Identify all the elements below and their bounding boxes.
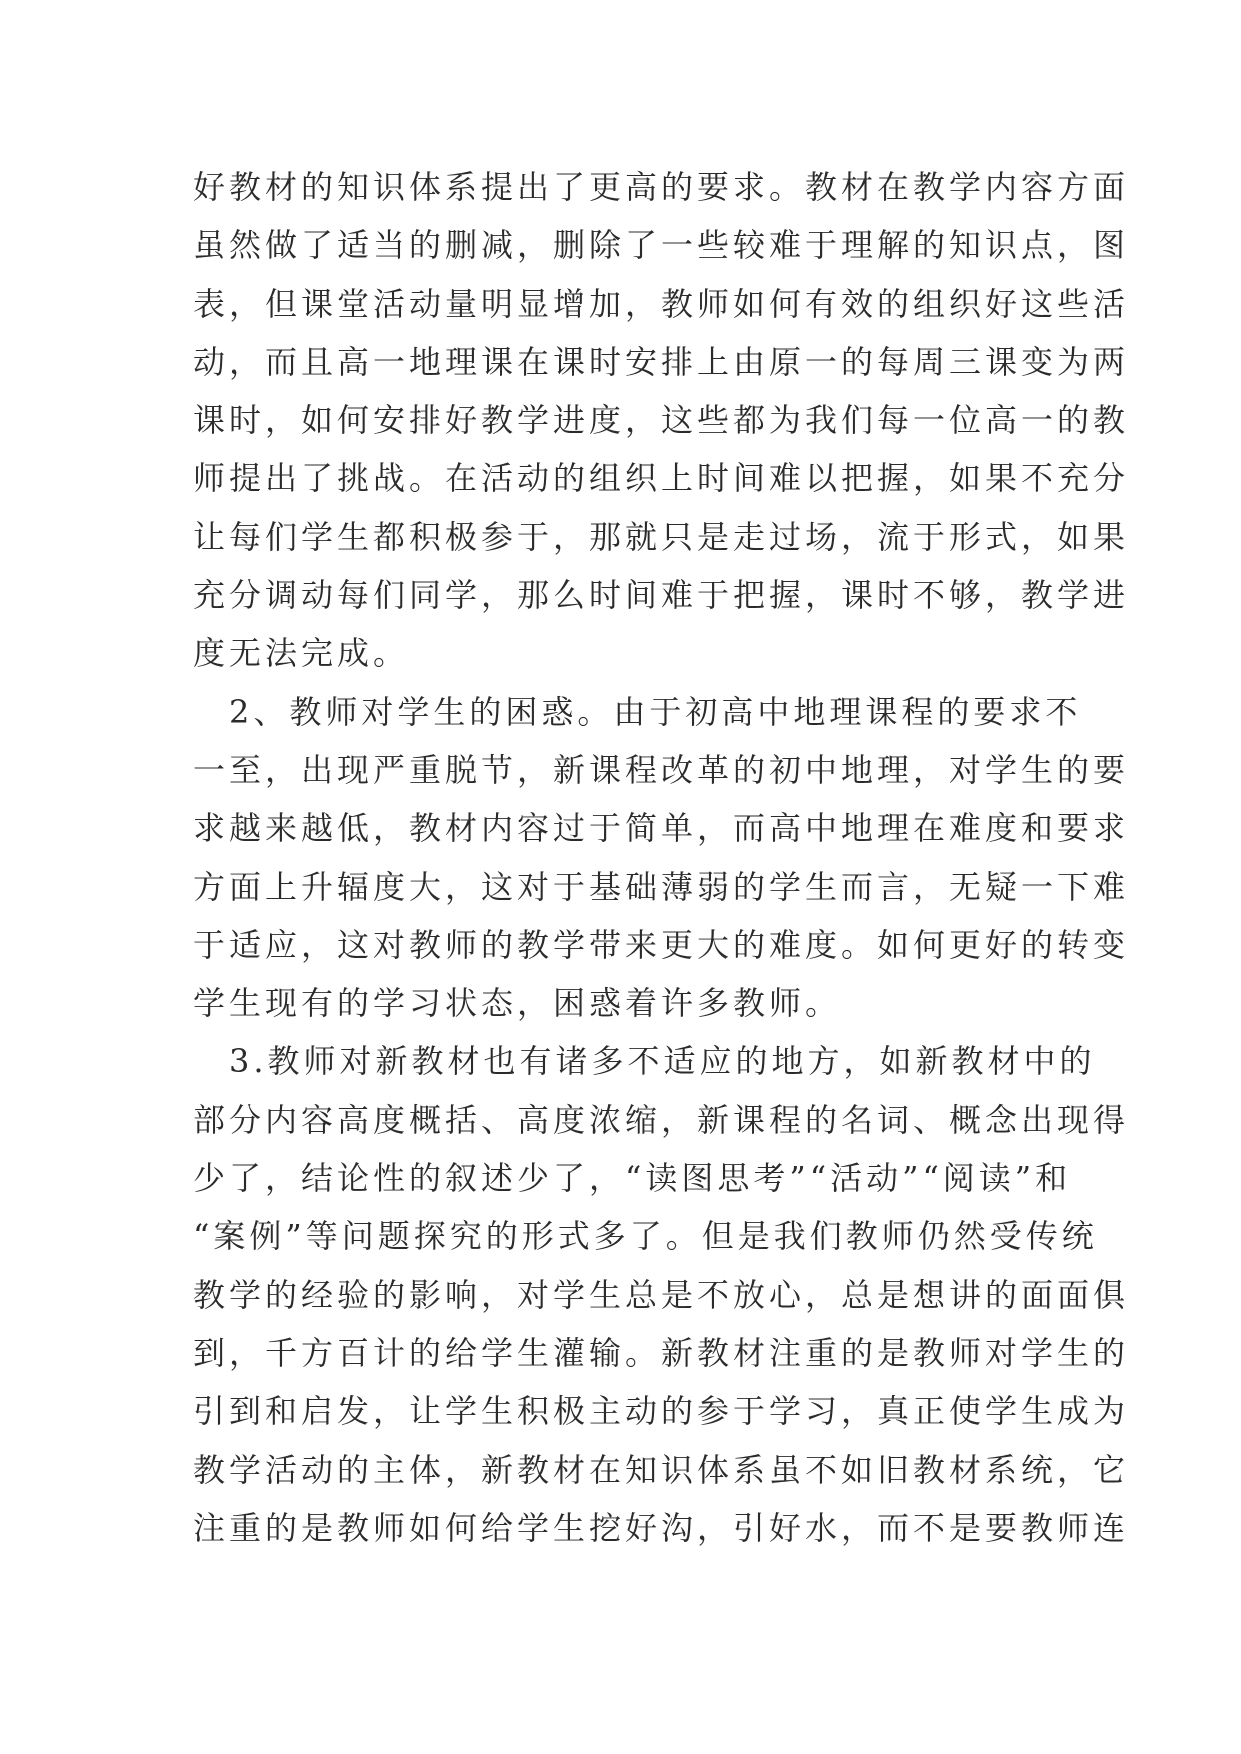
text-line: 部分内容高度概括、高度浓缩，新课程的名词、概念出现得	[193, 1100, 1130, 1139]
text-line: 引到和启发，让学生积极主动的参于学习，真正使学生成为	[193, 1392, 1130, 1431]
text-line: 方面上升辐度大，这对于基础薄弱的学生而言，无疑一下难	[193, 867, 1130, 906]
text-line: 虽然做了适当的删减，删除了一些较难于理解的知识点，图	[193, 226, 1130, 265]
text-line: 少了，结论性的叙述少了，“读图思考”“活动”“阅读”和	[193, 1159, 1072, 1198]
text-line: 教学活动的主体，新教材在知识体系虽不如旧教材系统，它	[193, 1450, 1130, 1489]
text-line: 师提出了挑战。在活动的组织上时间难以把握，如果不充分	[193, 459, 1130, 498]
text-line: “案例”等问题探究的形式多了。但是我们教师仍然受传统	[193, 1217, 1098, 1256]
text-line: 充分调动每们同学，那么时间难于把握，课时不够，教学进	[193, 576, 1130, 615]
paragraph-2	[193, 683, 1130, 1033]
text-line: 3.教师对新教材也有诸多不适应的地方，如新教材中的	[193, 1042, 1096, 1081]
text-line: 学生现有的学习状态，困惑着许多教师。	[193, 984, 842, 1023]
paragraph-3	[193, 1032, 1130, 1557]
text-line: 于适应，这对教师的教学带来更大的难度。如何更好的转变	[193, 925, 1130, 964]
text-line: 课时，如何安排好教学进度，这些都为我们每一位高一的教	[193, 401, 1130, 440]
text-line: 注重的是教师如何给学生挖好沟，引好水，而不是要教师连	[193, 1508, 1130, 1547]
text-line: 2、教师对学生的困惑。由于初高中地理课程的要求不	[193, 692, 1082, 731]
text-line: 表，但课堂活动量明显增加，教师如何有效的组织好这些活	[193, 284, 1130, 323]
text-line: 教学的经验的影响，对学生总是不放心，总是想讲的面面俱	[193, 1275, 1130, 1314]
paragraph-1	[193, 158, 1130, 683]
text-line: 到，千方百计的给学生灌输。新教材注重的是教师对学生的	[193, 1333, 1130, 1372]
text-line: 一至，出现严重脱节，新课程改革的初中地理，对学生的要	[193, 750, 1130, 789]
text-line: 好教材的知识体系提出了更高的要求。教材在教学内容方面	[193, 168, 1130, 206]
text-line: 求越来越低，教材内容过于简单，而高中地理在难度和要求	[193, 809, 1130, 848]
text-line: 度无法完成。	[193, 634, 410, 673]
document-body	[193, 158, 1130, 1557]
text-line: 让每们学生都积极参于，那就只是走过场，流于形式，如果	[193, 517, 1130, 556]
text-line: 动，而且高一地理课在课时安排上由原一的每周三课变为两	[193, 342, 1130, 381]
